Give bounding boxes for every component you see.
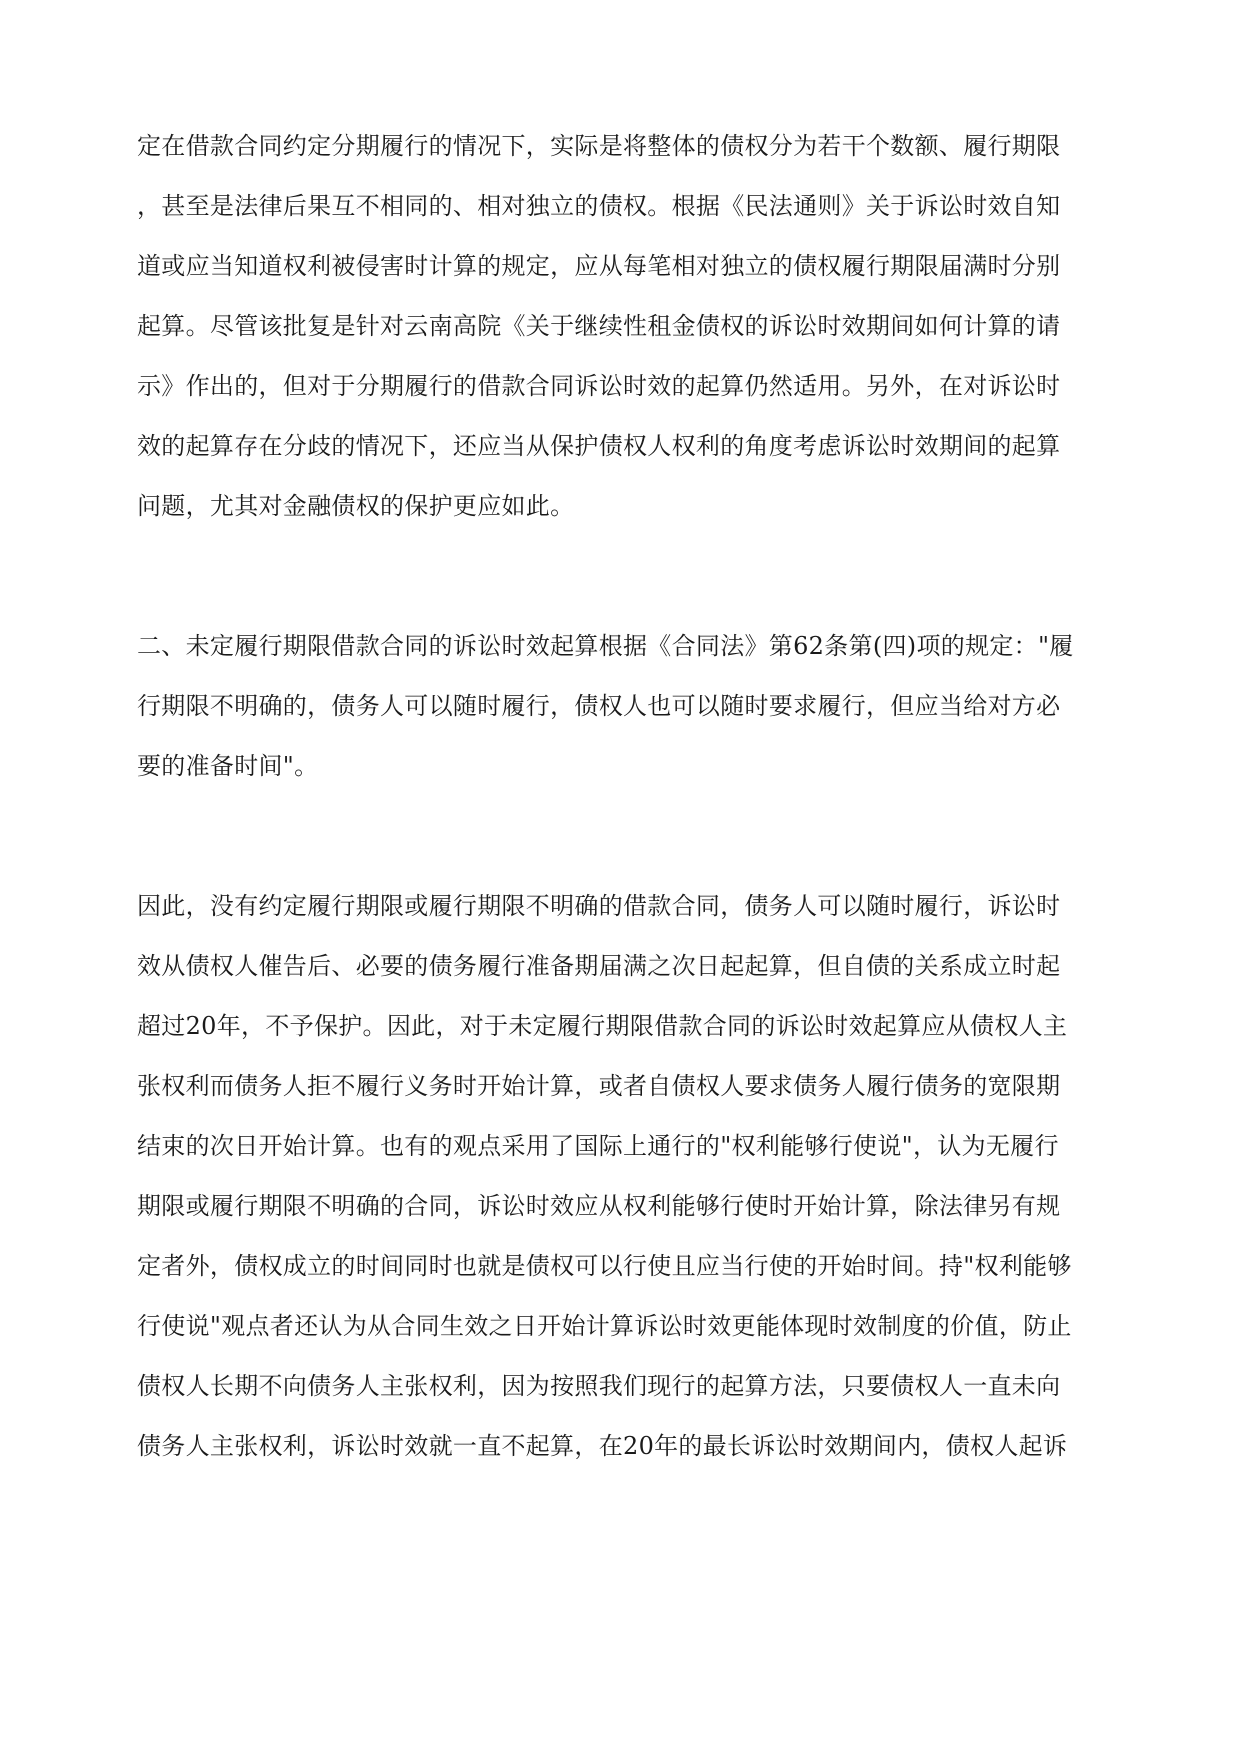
text-line: 行使说"观点者还认为从合同生效之日开始计算诉讼时效更能体现时效制度的价值，防止 xyxy=(137,1312,1072,1340)
text-line: 问题，尤其对金融债权的保护更应如此。 xyxy=(137,492,575,520)
text-line: 超过20年，不予保护。因此，对于未定履行期限借款合同的诉讼时效起算应从债权人主 xyxy=(137,1012,1068,1040)
text-line: 定在借款合同约定分期履行的情况下，实际是将整体的债权分为若干个数额、履行期限 xyxy=(137,132,1061,160)
text-line: ，甚至是法律后果互不相同的、相对独立的债权。根据《民法通则》关于诉讼时效自知 xyxy=(137,192,1061,220)
text-line: 债务人主张权利，诉讼时效就一直不起算，在20年的最长诉讼时效期间内，债权人起诉 xyxy=(137,1432,1068,1460)
text-line: 结束的次日开始计算。也有的观点采用了国际上通行的"权利能够行使说"，认为无履行 xyxy=(137,1132,1059,1160)
text-line: 效的起算存在分歧的情况下，还应当从保护债权人权利的角度考虑诉讼时效期间的起算 xyxy=(137,432,1061,460)
text-line: 示》作出的，但对于分期履行的借款合同诉讼时效的起算仍然适用。另外，在对诉讼时 xyxy=(137,372,1061,400)
text-line: 行期限不明确的，债务人可以随时履行，债权人也可以随时要求履行，但应当给对方必 xyxy=(137,692,1061,720)
text-line: 二、未定履行期限借款合同的诉讼时效起算根据《合同法》第62条第(四)项的规定："履 xyxy=(137,632,1074,660)
text-line: 期限或履行期限不明确的合同，诉讼时效应从权利能够行使时开始计算，除法律另有规 xyxy=(137,1192,1061,1220)
text-line: 债权人长期不向债务人主张权利，因为按照我们现行的起算方法，只要债权人一直未向 xyxy=(137,1372,1061,1400)
text-line: 要的准备时间"。 xyxy=(137,752,319,780)
text-line: 因此，没有约定履行期限或履行期限不明确的借款合同，债务人可以随时履行，诉讼时 xyxy=(137,892,1061,920)
text-line: 效从债权人催告后、必要的债务履行准备期届满之次日起起算，但自债的关系成立时起 xyxy=(137,952,1061,980)
text-line: 定者外，债权成立的时间同时也就是债权可以行使且应当行使的开始时间。持"权利能够 xyxy=(137,1252,1072,1280)
text-line: 道或应当知道权利被侵害时计算的规定，应从每笔相对独立的债权履行期限届满时分别 xyxy=(137,252,1061,280)
text-line: 张权利而债务人拒不履行义务时开始计算，或者自债权人要求债务人履行债务的宽限期 xyxy=(137,1072,1061,1100)
text-line: 起算。尽管该批复是针对云南高院《关于继续性租金债权的诉讼时效期间如何计算的请 xyxy=(137,312,1061,340)
